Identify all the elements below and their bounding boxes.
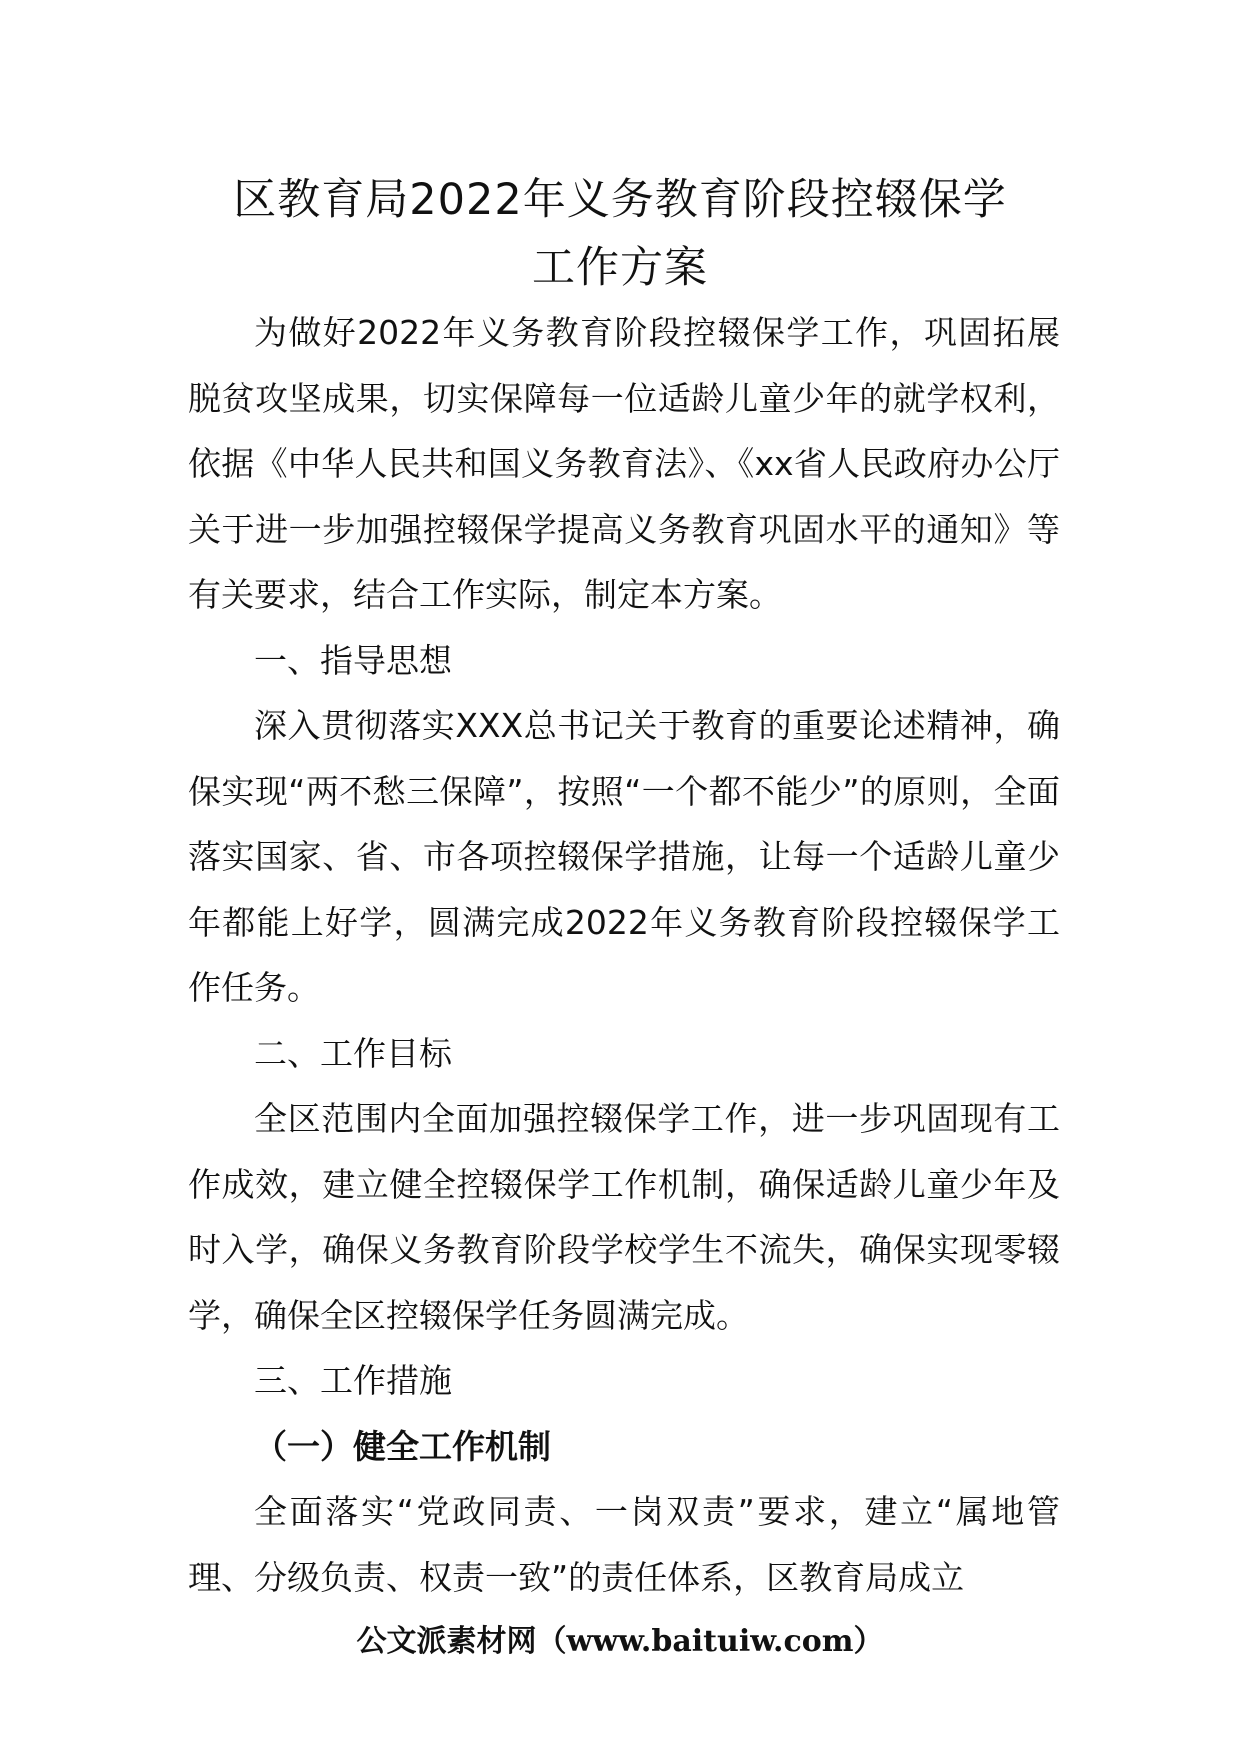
section-heading-work-measures: 三、工作措施 bbox=[254, 1361, 452, 1400]
section-heading-work-goals: 二、工作目标 bbox=[254, 1033, 452, 1073]
section-paragraph-guiding-thought: 深入贯彻落实XXX总书记关于教育的重要论述精神，确保实现“两不愁三保障”，按照“一个都不能少”的原则，全面落实国家、省、市各项控辍保学措施，让每一个适龄儿童少年都能上好学，圆满完成2022年义务教育阶段控辍保学工作任务。 bbox=[188, 706, 1060, 1007]
document-title-line1: 区教育局2022年义务教育阶段控辍保学 bbox=[233, 175, 1007, 225]
subsection-heading-mechanism: （一）健全工作机制 bbox=[254, 1426, 551, 1466]
subsection-paragraph-mechanism: 全面落实“党政同责、一岗双责”要求，建立“属地管理、分级负责、权责一致”的责任体系，区教育局成立 bbox=[188, 1492, 1060, 1597]
section-heading-guiding-thought: 一、指导思想 bbox=[254, 640, 452, 680]
intro-paragraph: 为做好2022年义务教育阶段控辍保学工作，巩固拓展脱贫攻坚成果，切实保障每一位适龄儿童少年的就学权利，依据《中华人民共和国义务教育法》、《xx省人民政府办公厅关于进一步加强控辍保学提高义务教育巩固水平的通知》等有关要求，结合工作实际，制定本方案。 bbox=[188, 313, 1060, 614]
section-paragraph-work-goals: 全区范围内全面加强控辍保学工作，进一步巩固现有工作成效，建立健全控辍保学工作机制，确保适龄儿童少年及时入学，确保义务教育阶段学校学生不流失，确保实现零辍学，确保全区控辍保学任务圆满完成。 bbox=[188, 1099, 1060, 1335]
footer-watermark: 公文派素材网（www.baituiw.com） bbox=[356, 1624, 884, 1659]
document-body bbox=[188, 300, 1060, 1610]
document-title-line2: 工作方案 bbox=[532, 243, 708, 293]
